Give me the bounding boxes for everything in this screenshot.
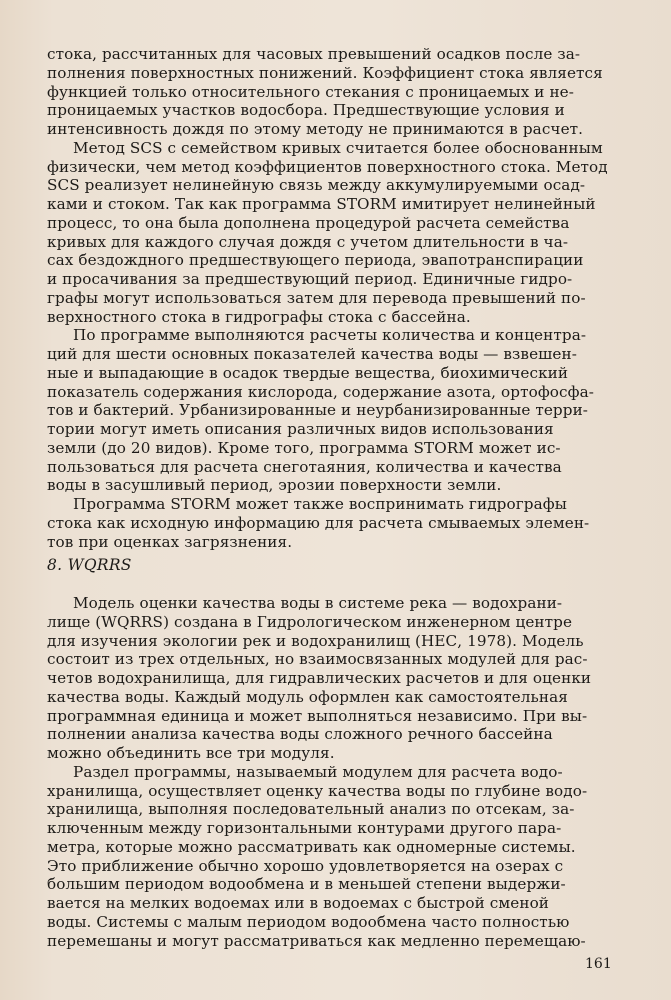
text-line: сах бездождного предшествующего периода, эвапотранспирации [47, 251, 584, 270]
text-line: функцией только относительного стекания с проницаемых и не- [47, 82, 574, 101]
text-line: стока, рассчитанных для часовых превышений осадков после за- [47, 45, 581, 63]
text-line: стока как исходную информацию для расчета смываемых элемен- [47, 513, 590, 532]
text-line: По программе выполняются расчеты количества и концентра- [73, 326, 587, 345]
text-line: ций для шести основных показателей качества воды — взвешен- [47, 345, 577, 363]
text-line: воды в засушливый период, эрозии поверхности земли. [47, 476, 502, 495]
text-line: качества воды. Каждый модуль оформлен как самостоятельная [47, 687, 568, 706]
text-line: тории могут иметь описания различных видов использования [47, 420, 554, 438]
text-line: показатель содержания кислорода, содержание азота, ортофосфа- [47, 382, 595, 401]
body-text-wqrrs [47, 594, 614, 950]
text-line: метра, которые можно рассматривать как одномерные системы. [47, 837, 576, 856]
text-line: Это приближение обычно хорошо удовлетворяется на озерах с [47, 856, 564, 875]
text-line: верхностного стока в гидрографы стока с бассейна. [47, 307, 471, 326]
text-line: перемешаны и могут рассматриваться как медленно перемещаю- [47, 931, 586, 950]
text-line: Программа STORM может также воспринимать гидрографы [73, 495, 567, 513]
text-line: графы могут использоваться затем для перевода превышений по- [47, 288, 586, 307]
text-line: для изучения экологии рек и водохранилищ (НЕС, 1978). Модель [47, 631, 584, 650]
text-line: ные и выпадающие в осадок твердые вещества, биохимический [47, 363, 569, 382]
section-heading: 8. WQRRS [47, 556, 132, 574]
text-line: интенсивность дождя по этому методу не принимаются в расчет. [47, 120, 584, 138]
text-line: кривых для каждого случая дождя с учетом длительности в ча- [47, 232, 569, 251]
text-line: SCS реализует нелинейную связь между аккумулируемыми осад- [47, 176, 586, 195]
text-line: ками и стоком. Так как программа STORM имитирует нелинейный [47, 195, 596, 213]
text-line: и просачивания за предшествующий период. Единичные гидро- [47, 270, 573, 288]
text-line: воды. Системы с малым периодом водообмена часто полностью [47, 912, 570, 931]
text-line: полнении анализа качества воды сложного речного бассейна [47, 725, 553, 744]
text-line: ключенным между горизонтальными контурами другого пара- [47, 819, 562, 837]
text-line: лище (WQRRS) создана в Гидрологическом инженерном центре [47, 612, 573, 631]
text-line: состоит из трех отдельных, но взаимосвязанных модулей для рас- [47, 650, 588, 669]
page-number: 161 [585, 956, 612, 972]
text-line: хранилища, выполняя последовательный анализ по отсекам, за- [47, 800, 575, 819]
text-line: полнения поверхностных понижений. Коэффициент стока является [47, 63, 603, 82]
text-line: пользоваться для расчета снеготаяния, количества и качества [47, 457, 562, 476]
text-line: большим периодом водообмена и в меньшей степени выдержи- [47, 875, 566, 894]
text-line: земли (до 20 видов). Кроме того, программа STORM может ис- [47, 438, 561, 457]
text-line: Метод SCS с семейством кривых считается более обоснованным [73, 138, 603, 157]
text-line: вается на мелких водоемах или в водоемах с быстрой сменой [47, 894, 550, 912]
text-line: процесс, то она была дополнена процедурой расчета семейства [47, 213, 570, 232]
text-line: физически, чем метод коэффициентов поверхностного стока. Метод [47, 157, 608, 176]
text-line: программная единица и может выполняться независимо. При вы- [47, 706, 588, 725]
body-text-storm [47, 45, 614, 551]
text-line: Модель оценки качества воды в системе река — водохрани- [73, 594, 563, 612]
text-line: тов и бактерий. Урбанизированные и неурбанизированные терри- [47, 401, 589, 420]
text-line: проницаемых участков водосбора. Предшествующие условия и [47, 101, 565, 120]
text-line: тов при оценках загрязнения. [47, 532, 293, 551]
text-line: хранилища, осуществляет оценку качества воды по глубине водо- [47, 781, 588, 800]
text-line: четов водохранилища, для гидравлических расчетов и для оценки [47, 669, 592, 687]
text-line: можно объединить все три модуля. [47, 744, 335, 762]
text-line: Раздел программы, называемый модулем для расчета водо- [73, 762, 563, 781]
